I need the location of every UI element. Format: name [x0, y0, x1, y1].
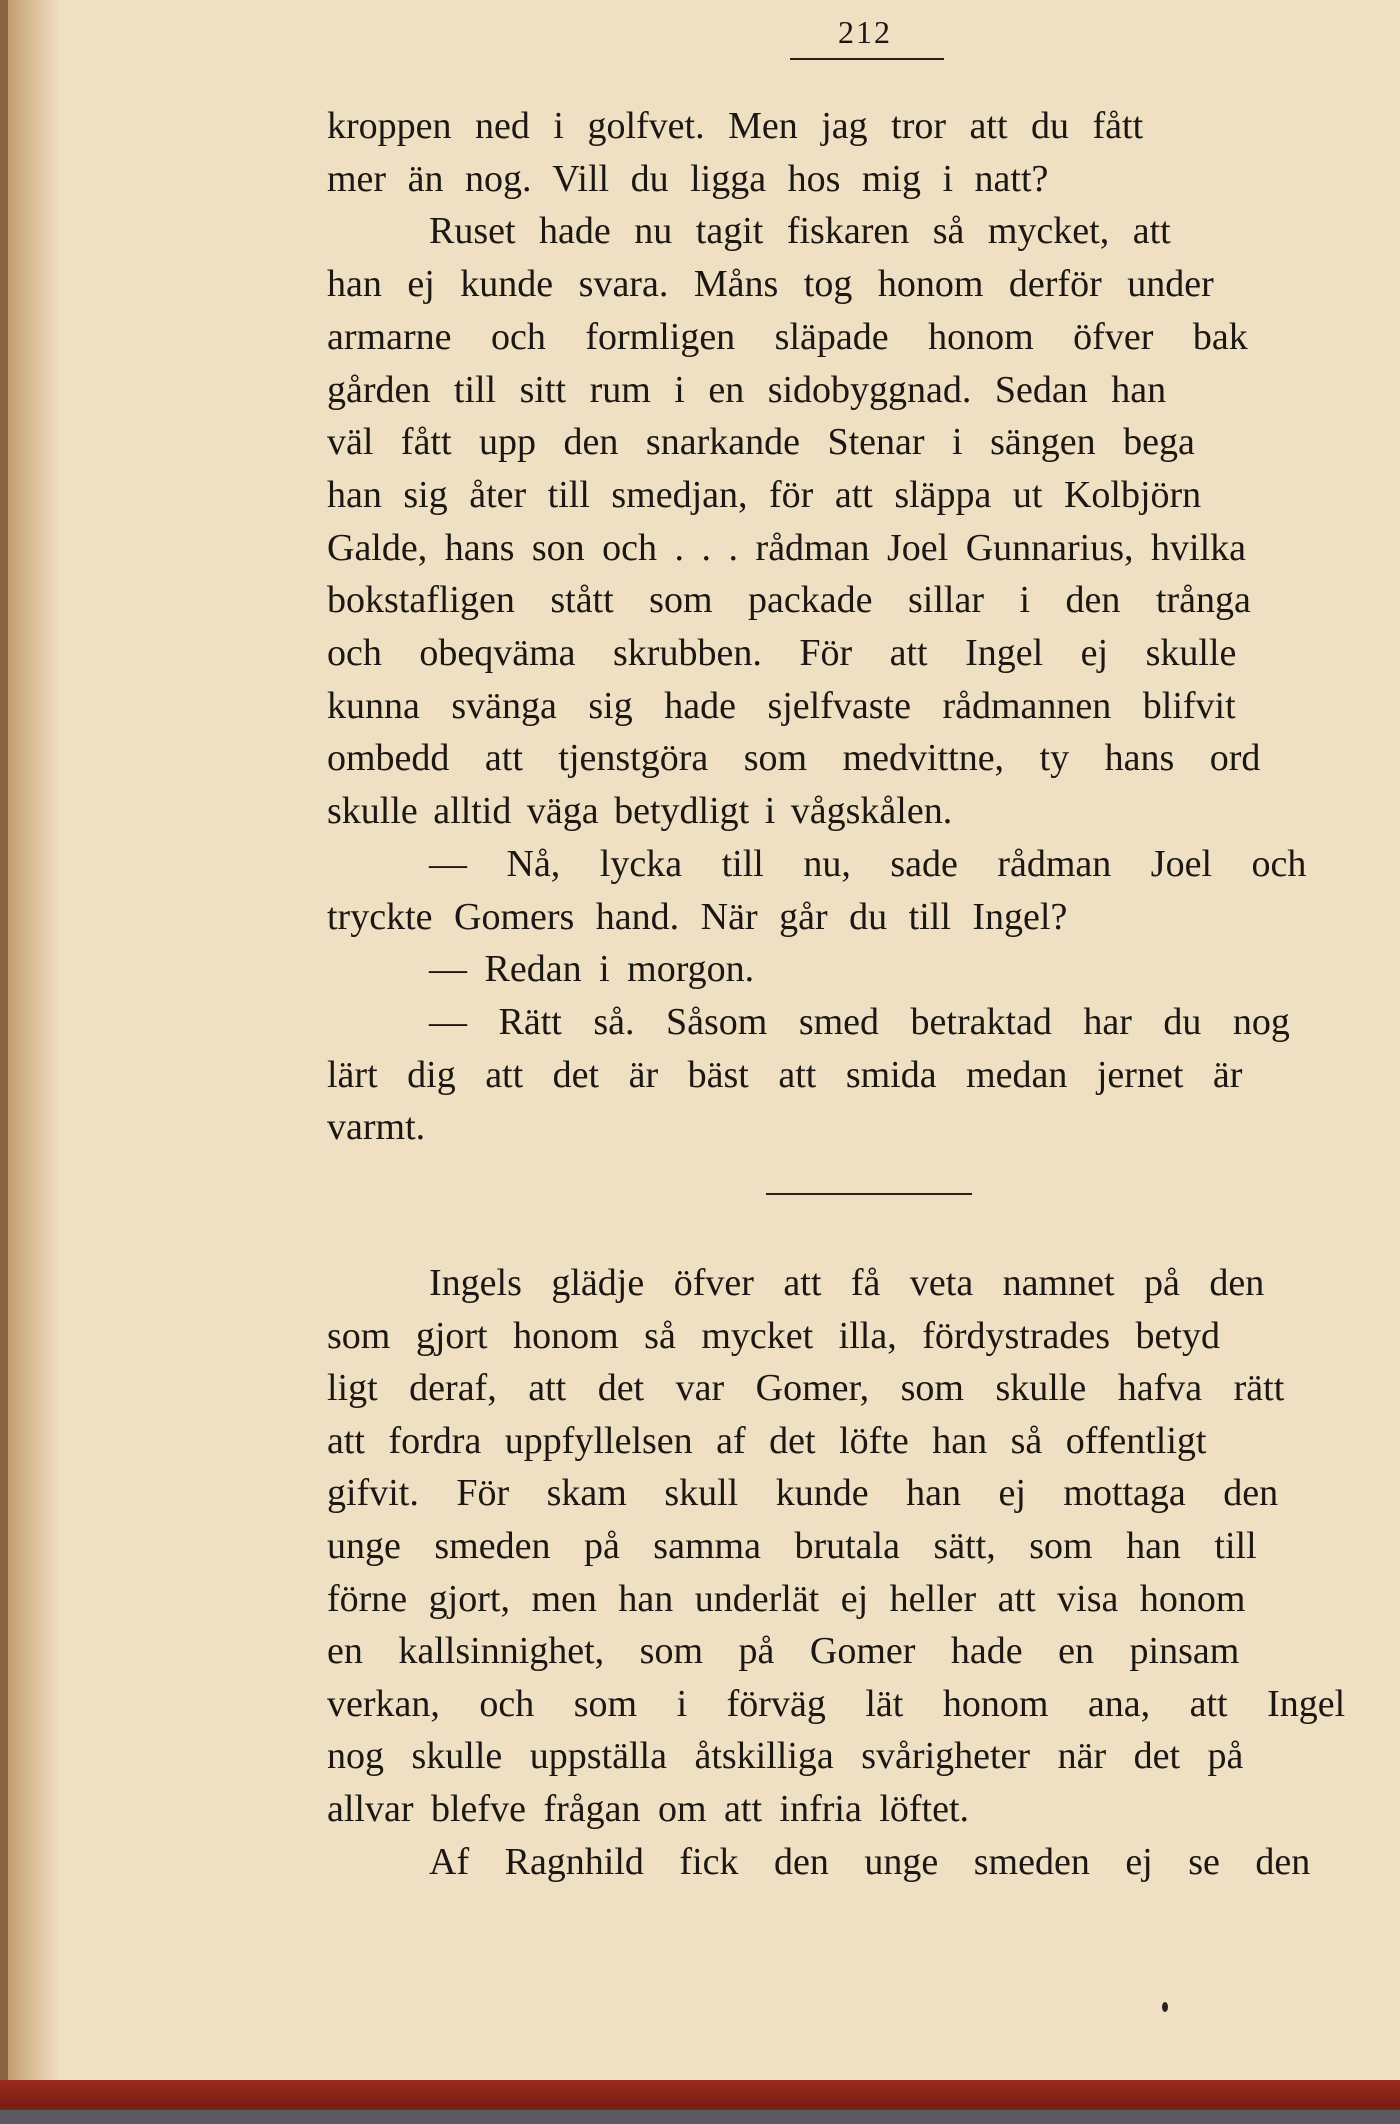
text-line: varmt. — [327, 1106, 426, 1149]
text-line: och obeqväma skrubben. För att Ingel ej skulle — [327, 632, 1237, 675]
text-line: skulle alltid väga betydligt i vågskålen. — [327, 790, 953, 833]
text-line: mer än nog. Vill du ligga hos mig i natt? — [327, 157, 1049, 200]
text-line: lärt dig att det är bäst att smida medan jernet är — [327, 1053, 1243, 1096]
text-line: en kallsinnighet, som på Gomer hade en pinsam — [327, 1630, 1240, 1673]
text-line: han ej kunde svara. Måns tog honom derför under — [327, 263, 1214, 306]
section-divider — [766, 1193, 972, 1195]
body-text-bottom — [327, 1257, 1400, 1888]
text-line: — Redan i morgon. — [429, 948, 755, 991]
ink-speck — [1162, 2002, 1168, 2012]
body-text-top — [327, 100, 1400, 1154]
text-line: Ruset hade nu tagit fiskaren så mycket, att — [429, 210, 1171, 253]
text-line: gården till sitt rum i en sidobyggnad. Sedan han — [327, 368, 1167, 411]
text-line: han sig åter till smedjan, för att släppa ut Kolbjörn — [327, 473, 1202, 516]
page-edge — [0, 0, 8, 2124]
text-line: ombedd att tjenstgöra som medvittne, ty hans ord — [327, 737, 1261, 780]
text-line: väl fått upp den snarkande Stenar i sängen bega — [327, 421, 1195, 464]
page-number: 212 — [838, 14, 892, 50]
text-line: förne gjort, men han underlät ej heller att visa honom — [327, 1577, 1246, 1620]
text-line: Galde, hans son och . . . rådman Joel Gunnarius, hvilka — [327, 526, 1246, 569]
text-line: unge smeden på samma brutala sätt, som han till — [327, 1524, 1257, 1567]
text-line: Af Ragnhild fick den unge smeden ej se den — [429, 1840, 1311, 1883]
text-line: Ingels glädje öfver att få veta namnet på den — [429, 1262, 1265, 1304]
text-line: — Rätt så. Såsom smed betraktad har du nog — [429, 1000, 1290, 1043]
text-line: ligt deraf, att det var Gomer, som skulle hafva rätt — [327, 1367, 1285, 1410]
text-line: tryckte Gomers hand. När går du till Ingel? — [327, 895, 1068, 938]
text-line: allvar blefve frågan om att infria löftet. — [327, 1787, 970, 1830]
text-line: kunna svänga sig hade sjelfvaste rådmannen blifvit — [327, 684, 1236, 727]
text-line: nog skulle uppställa åtskilliga svårigheter när det på — [327, 1735, 1244, 1778]
text-line: bokstafligen stått som packade sillar i den trånga — [327, 579, 1251, 622]
header-rule — [790, 58, 944, 60]
text-line: armarne och formligen släpade honom öfver bak — [327, 315, 1248, 358]
scan-background-band — [0, 2110, 1400, 2124]
text-line: gifvit. För skam skull kunde han ej mottaga den — [327, 1472, 1279, 1515]
text-line: kroppen ned i golfvet. Men jag tror att du fått — [327, 105, 1144, 147]
text-line: att fordra uppfyllelsen af det löfte han så offentligt — [327, 1419, 1207, 1462]
text-line: verkan, och som i förväg lät honom ana, att Ingel — [327, 1682, 1346, 1725]
text-line: — Nå, lycka till nu, sade rådman Joel och — [429, 842, 1307, 885]
page-gutter-shadow — [0, 0, 60, 2124]
text-line: som gjort honom så mycket illa, fördystrades betyd — [327, 1314, 1220, 1357]
